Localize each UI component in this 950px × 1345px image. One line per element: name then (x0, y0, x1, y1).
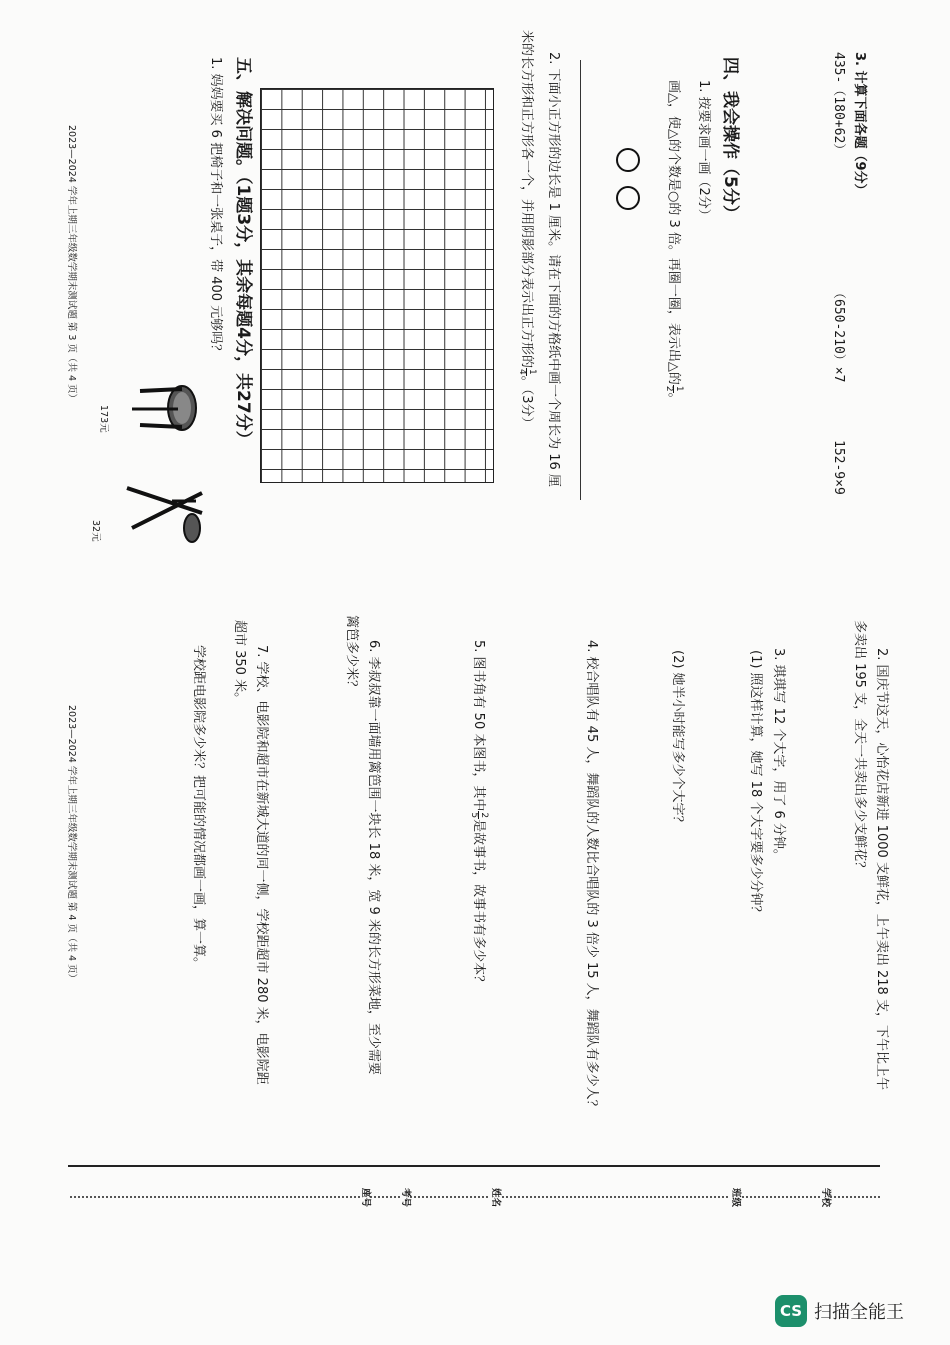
binding-label-name: 姓名 (490, 1188, 501, 1208)
binding-dotted-line (70, 1196, 880, 1198)
table-icon (132, 386, 196, 430)
grid-paper[interactable] (260, 88, 494, 483)
binding-label-exam-no: 考号 (400, 1188, 411, 1208)
scanner-watermark (775, 1292, 925, 1330)
page3-footer: 2023—2024 学年上期三年级数学期末测试题 第 3 页（共 4 页） (66, 125, 77, 404)
operation-q1-header: 1. 按要求画一画（2分） (696, 80, 711, 222)
problem-5-text: 5. 图书角有 50 本图书，其中 2 5 是故事书，故事书有多少本？ (469, 640, 489, 989)
problem-7-line3: 学校距电影院多少米？把可能的情况都画一画，算一算。 (191, 645, 206, 971)
chair-price: 32元 (90, 520, 101, 542)
chair-icon (127, 488, 202, 542)
problem-3-line3: (2) 她半小时能写多少个大字？ (670, 650, 685, 829)
binding-label-school: 学校 (820, 1188, 831, 1208)
binding-label-seat-no: 座号 (360, 1188, 371, 1208)
fraction-quarter: 1 4 (517, 369, 537, 375)
problem-3-line1: 3. 琪琪写 12 个大字，用了 6 分钟。 (771, 648, 786, 862)
camscanner-logo-icon: CS (775, 1295, 807, 1327)
problem-4-text: 4. 校合唱队有 45 人，舞蹈队的人数比合唱队的 3 倍少 15 人，舞蹈队有多少人？ (584, 640, 599, 1113)
problem-3-line2: (1) 照这样计算，她写 18 个大字要多少分钟？ (748, 650, 763, 919)
binding-label-class: 班级 (730, 1188, 741, 1208)
furniture-illustration (112, 383, 208, 543)
problem-1-text: 1. 妈妈要买 6 把椅子和一张桌子，带 400 元够吗？ (208, 57, 223, 358)
circle-shape-1 (616, 148, 640, 172)
problem-7-line2: 超市 350 米。 (232, 620, 247, 706)
problem-6-line1: 6. 李叔叔靠一面墙用篱笆围一块长 18 米，宽 9 米的长方形菜地，至少需要 (366, 640, 381, 1075)
fraction-two-fifths: 2 5 (469, 812, 489, 819)
problem-7-line1: 7. 学校、电影院和超市在新城大道的同一侧，学校距超市 280 米，电影院距 (254, 645, 269, 1085)
operation-q1-text: 画△，使△的个数是○的 3 倍。再圈一圈，表示出△的 1 2 。 (664, 80, 684, 406)
calc-expression-2: （650-210）×7 (831, 286, 846, 383)
binding-line (68, 1165, 880, 1167)
section-5-title: 五、解决问题。（1题3分，其余每题4分，共27分） (233, 57, 253, 448)
problem-2-line1: 2. 国庆节这天，心怡花店新进 1000 支鲜花，上午卖出 218 支，下午比上午 (874, 648, 889, 1090)
scanner-app-name: 扫描全能王 (814, 1302, 904, 1323)
calc-section-header: 3. 计算下面各题（9分） (852, 52, 867, 197)
calc-expression-3: 152-9×9 (831, 440, 846, 495)
table-price: 173元 (98, 405, 109, 433)
problem-2-line2: 多卖出 195 支，全天一共卖出多少支鲜花？ (852, 620, 867, 875)
problem-6-line2: 篱笆多少米？ (344, 615, 359, 694)
operation-q2-line2: 米的长方形和正方形各一个，并用阴影部分表示出正方形的 1 4 。（3分） (517, 30, 537, 430)
calc-expression-1: 435-（180+62） (831, 52, 846, 157)
section-4-title: 四、我会操作（5分） (720, 57, 740, 222)
fraction-half: 1 2 (664, 385, 684, 392)
section-divider (580, 60, 581, 500)
circle-shape-2 (616, 186, 640, 210)
page4-footer: 2023—2024 学年上期三年级数学期末测试题 第 4 页（共 4 页） (66, 705, 77, 984)
operation-q2-line1: 2. 下面小正方形的边长是 1 厘米。请在下面的方格纸中画一个周长为 16 厘 (546, 52, 561, 487)
